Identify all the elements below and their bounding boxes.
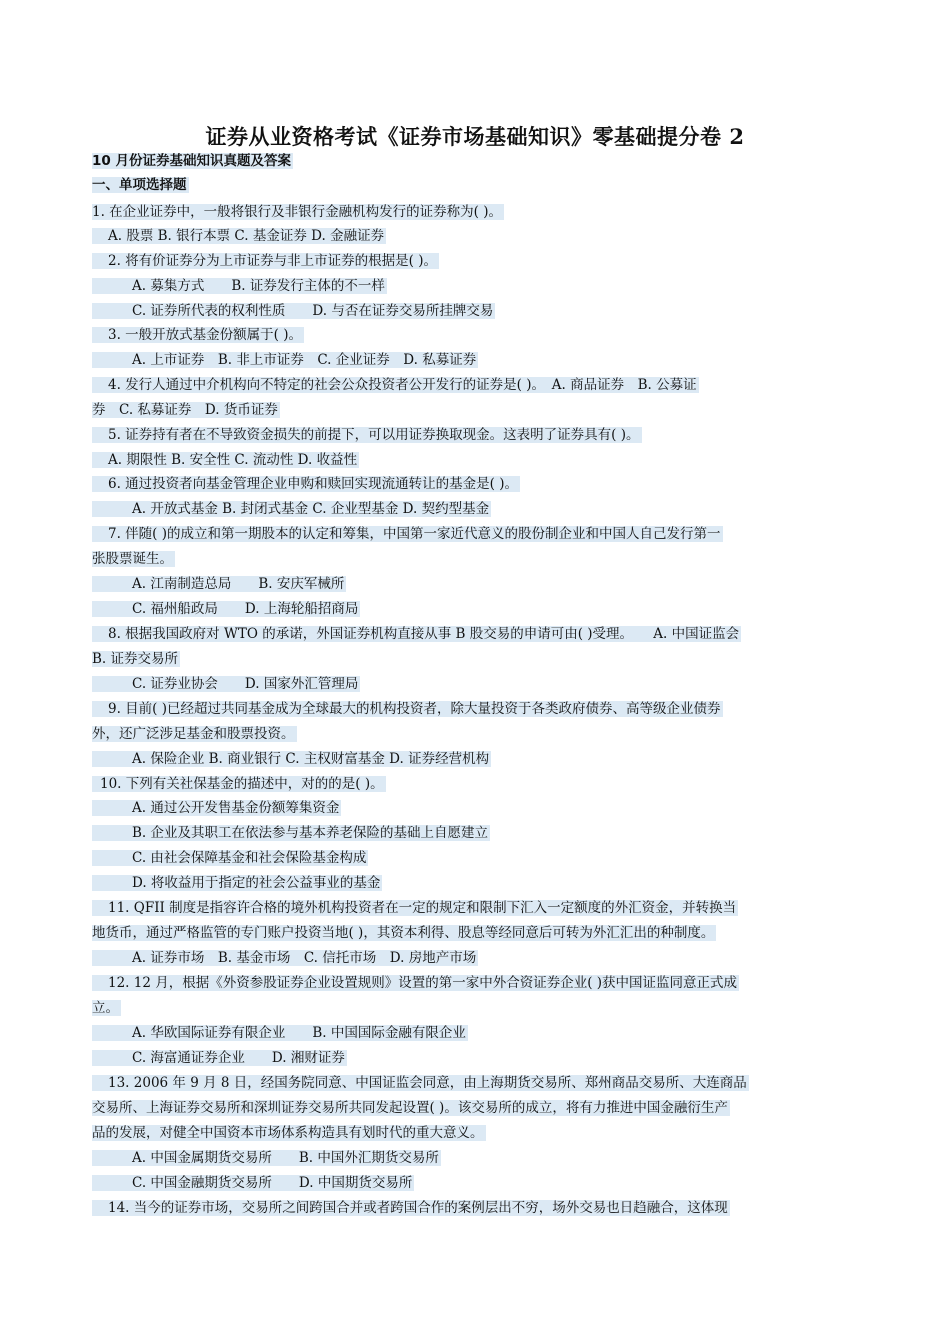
document-title: 证券从业资格考试《证券市场基础知识》零基础提分卷 2: [205, 124, 745, 149]
question-line: 10. 下列有关社保基金的描述中，对的的是( )。: [92, 772, 386, 796]
option-line: A. 证券市场 B. 基金市场 C. 信托市场 D. 房地产市场: [92, 946, 478, 970]
document-subtitle: 10 月份证券基础知识真题及答案: [92, 153, 291, 169]
question-line: 12. 12 月，根据《外资参股证券企业设置规则》设置的第一家中外合资证券企业( )获中国证监同意正式成: [92, 971, 739, 995]
option-line: A. 中国金属期货交易所 B. 中国外汇期货交易所: [92, 1146, 441, 1170]
option-line: C. 福州船政局 D. 上海轮船招商局: [92, 597, 360, 621]
question-line: 地货币，通过严格监管的专门账户投资当地( )，其资本利得、股息等经同意后可转为外汇汇出的种制度。: [92, 925, 715, 941]
question-line: 券 C. 私募证券 D. 货币证券: [92, 402, 278, 418]
option-line: A. 募集方式 B. 证券发行主体的不一样: [92, 274, 387, 298]
question-line: 14. 当今的证券市场，交易所之间跨国合并或者跨国合作的案例层出不穷，场外交易也日趋融合，这体现: [92, 1196, 730, 1220]
question-line: 2. 将有价证券分为上市证券与非上市证券的根据是( )。: [92, 249, 439, 273]
option-line: B. 企业及其职工在依法参与基本养老保险的基础上自愿建立: [92, 821, 490, 845]
question-line: 4. 发行人通过中介机构向不特定的社会公众投资者公开发行的证券是( )。 A. 商品证券 B. 公募证: [92, 373, 699, 397]
question-line: 张股票诞生。: [92, 551, 173, 567]
question-line: 交易所、上海证券交易所和深圳证券交易所共同发起设置( )。该交易所的成立，将有力推进中国金融衍生产: [92, 1100, 728, 1116]
question-line: 立。: [92, 1000, 119, 1016]
option-line: A. 上市证券 B. 非上市证券 C. 企业证券 D. 私募证券: [92, 348, 478, 372]
option-line: C. 中国金融期货交易所 D. 中国期货交易所: [92, 1171, 414, 1195]
option-line: A. 股票 B. 银行本票 C. 基金证券 D. 金融证券: [92, 224, 386, 248]
option-line: A. 开放式基金 B. 封闭式基金 C. 企业型基金 D. 契约型基金: [92, 497, 491, 521]
question-line: 5. 证券持有者在不导致资金损失的前提下，可以用证券换取现金。这表明了证券具有( )。: [92, 423, 642, 447]
option-line: A. 通过公开发售基金份额筹集资金: [92, 796, 341, 820]
option-line: A. 期限性 B. 安全性 C. 流动性 D. 收益性: [92, 448, 359, 472]
question-line: 8. 根据我国政府对 WTO 的承诺，外国证券机构直接从事 B 股交易的申请可由( )受理。 A. 中国证监会: [92, 622, 741, 646]
question-line: 品的发展，对健全中国资本市场体系构造具有划时代的重大意义。: [92, 1125, 484, 1141]
question-line: 11. QFII 制度是指容许合格的境外机构投资者在一定的规定和限制下汇入一定额度的外汇资金，并转换当: [92, 896, 738, 920]
question-line: 外，还广泛涉足基金和股票投资。: [92, 726, 295, 742]
option-line: A. 江南制造总局 B. 安庆军械所: [92, 572, 346, 596]
option-line: D. 将收益用于指定的社会公益事业的基金: [92, 871, 382, 895]
question-line: 9. 目前( )已经超过共同基金成为全球最大的机构投资者，除大量投资于各类政府债券、高等级企业债券: [92, 697, 723, 721]
question-line: 1. 在企业证券中，一般将银行及非银行金融机构发行的证券称为( )。: [92, 204, 502, 220]
question-line: 3. 一般开放式基金份额属于( )。: [92, 323, 304, 347]
option-line: C. 海富通证券企业 D. 湘财证券: [92, 1046, 347, 1070]
question-line: B. 证券交易所: [92, 651, 179, 667]
option-line: A. 华欧国际证券有限企业 B. 中国国际金融有限企业: [92, 1021, 468, 1045]
option-line: A. 保险企业 B. 商业银行 C. 主权财富基金 D. 证券经营机构: [92, 747, 491, 771]
option-line: C. 证券所代表的权利性质 D. 与否在证券交易所挂牌交易: [92, 299, 495, 323]
question-line: 6. 通过投资者向基金管理企业申购和赎回实现流通转让的基金是( )。: [92, 472, 520, 496]
option-line: C. 由社会保障基金和社会保险基金构成: [92, 846, 368, 870]
option-line: C. 证券业协会 D. 国家外汇管理局: [92, 672, 360, 696]
question-line: 13. 2006 年 9 月 8 日，经国务院同意、中国证监会同意，由上海期货交易所、郑州商品交易所、大连商品: [92, 1071, 749, 1095]
question-line: 7. 伴随( )的成立和第一期股本的认定和筹集，中国第一家近代意义的股份制企业和中国人自己发行第一: [92, 522, 723, 546]
section-heading: 一、单项选择题: [92, 177, 187, 193]
